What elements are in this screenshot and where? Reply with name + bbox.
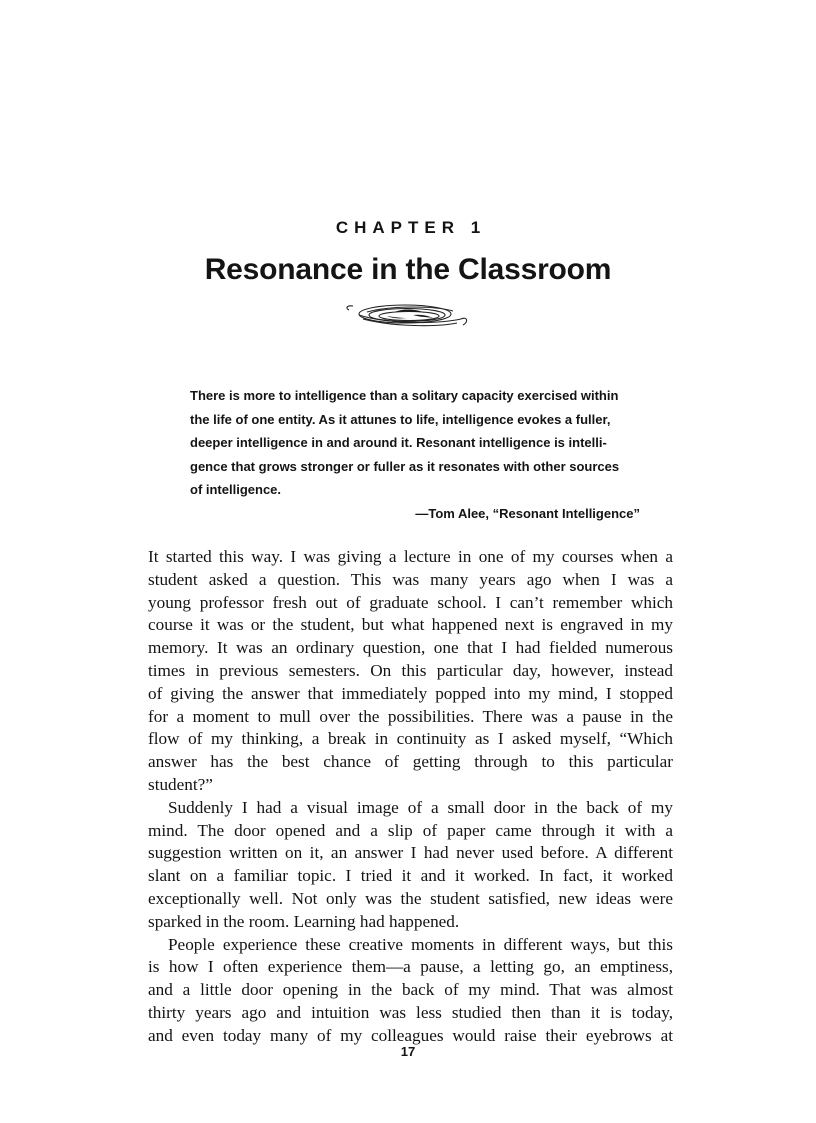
body-line: flow of my thinking, a break in continuity as I asked myself, “Which [148, 729, 673, 749]
body-line: times in previous semesters. On this particular day, however, instead [148, 660, 673, 680]
chapter-label: CHAPTER 1 [335, 218, 487, 237]
body-line: answer has the best chance of getting through to this particular [148, 752, 673, 772]
body-line: slant on a familiar topic. I tried it and it worked. In fact, it worked [148, 866, 673, 886]
body-line: sparked in the room. Learning had happened. [148, 911, 460, 931]
body-text [148, 546, 673, 1048]
body-line: of giving the answer that immediately popped into my mind, I stopped [148, 683, 673, 703]
body-line: It started this way. I was giving a lecture in one of my courses when a [148, 547, 673, 566]
body-line: for a moment to mull over the possibilities. There was a pause in the [148, 706, 673, 726]
body-line: People experience these creative moments in different ways, but this [168, 934, 673, 954]
body-line: student asked a question. This was many years ago when I was a [148, 569, 673, 589]
epigraph-line: of intelligence. [190, 482, 282, 497]
swirl-ornament-icon [343, 301, 475, 333]
page-number: 17 [400, 1044, 416, 1059]
epigraph-line: the life of one entity. As it attunes to life, intelligence evokes a fuller, [190, 411, 611, 427]
body-line: thirty years ago and intuition was less studied then than it is today, [148, 1002, 673, 1022]
body-line: and a little door opening in the back of my mind. That was almost [148, 980, 673, 1000]
epigraph [190, 384, 640, 525]
body-line: young professor fresh out of graduate school. I can’t remember which [148, 592, 673, 612]
epigraph-line: deeper intelligence in and around it. Resonant intelligence is intelli- [190, 435, 607, 450]
epigraph-line: gence that grows stronger or fuller as it resonates with other sources [190, 458, 620, 474]
body-line: course it was or the student, but what happened next is engraved in my [148, 615, 673, 635]
body-line: student?” [148, 774, 213, 794]
body-line: memory. It was an ordinary question, one that I had fielded numerous [148, 638, 673, 658]
epigraph-line: There is more to intelligence than a solitary capacity exercised within [190, 388, 619, 403]
body-line: and even today many of my colleagues would raise their eyebrows at [148, 1025, 673, 1045]
body-line: exceptionally well. Not only was the student satisfied, new ideas were [148, 888, 673, 908]
chapter-title: Resonance in the Classroom [204, 253, 612, 286]
body-line: is how I often experience them—a pause, a letting go, an emptiness, [148, 957, 673, 977]
body-line: mind. The door opened and a slip of paper came through it with a [148, 820, 673, 840]
epigraph-attribution: —Tom Alee, “Resonant Intelligence” [415, 505, 640, 521]
body-line: suggestion written on it, an answer I had never used before. A different [148, 843, 673, 863]
body-line: Suddenly I had a visual image of a small door in the back of my [168, 797, 673, 817]
